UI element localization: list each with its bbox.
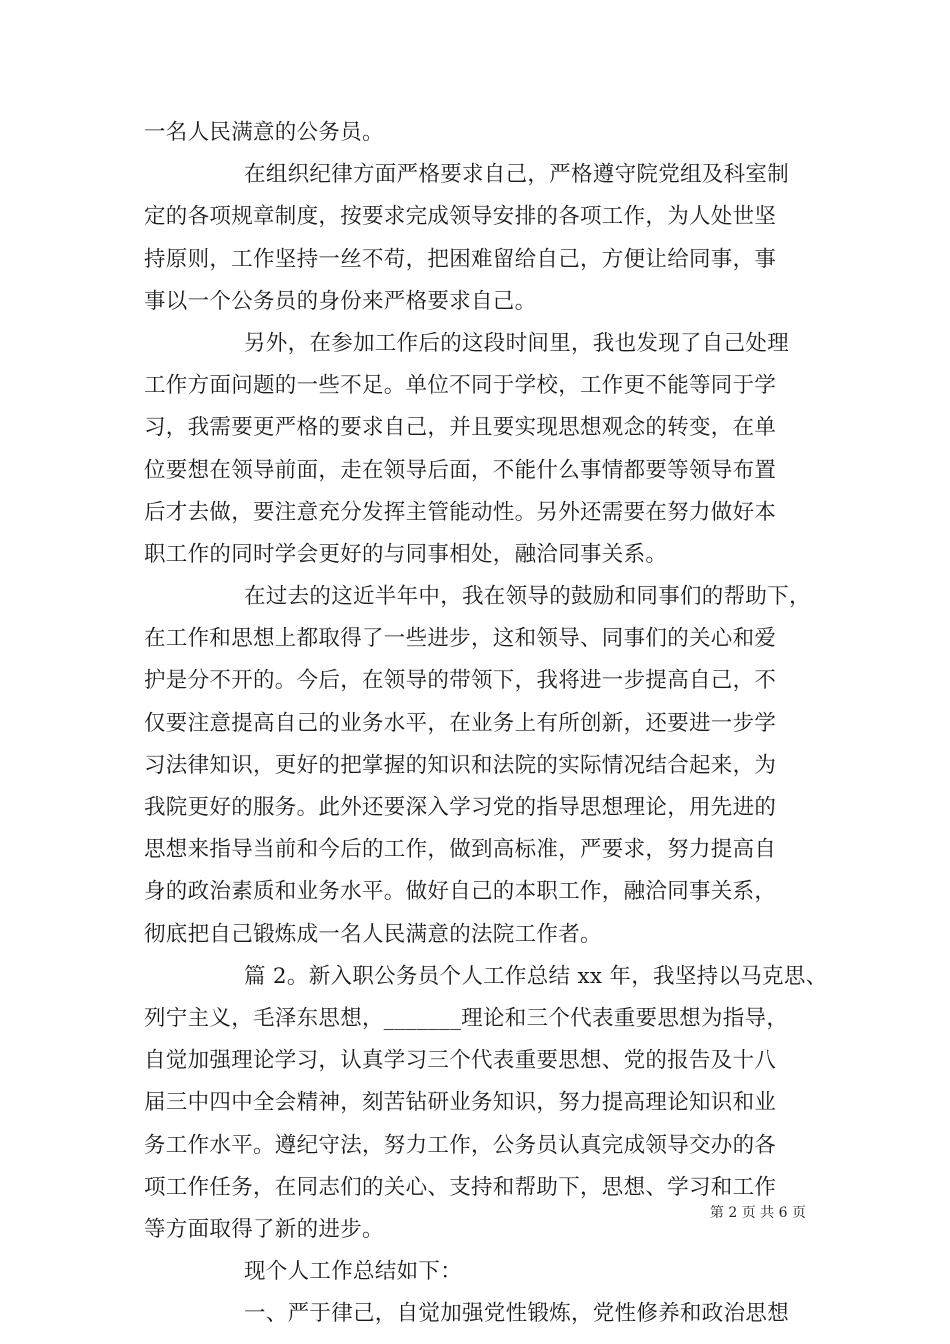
text-line: 列宁主义，毛泽东思想，_______理论和三个代表重要思想为指导， [144, 1005, 789, 1031]
text-line: 后才去做，要注意充分发挥主管能动性。另外还需要在努力做好本 [144, 499, 777, 525]
text-line: 位要想在领导前面，走在领导后面，不能什么事情都要等领导布置 [144, 457, 777, 483]
text-line: 习，我需要更严格的要求自己，并且要实现思想观念的转变，在单 [144, 415, 777, 441]
text-line: 在工作和思想上都取得了一些进步，这和领导、同事们的关心和爱 [144, 626, 777, 652]
text-line: 另外，在参加工作后的这段时间里，我也发现了自己处理 [244, 330, 790, 356]
text-line: 篇 2。新入职公务员个人工作总结 xx 年，我坚持以马克思、 [244, 963, 828, 989]
text-line: 等方面取得了新的进步。 [144, 1216, 384, 1242]
text-line: 工作方面问题的一些不足。单位不同于学校，工作更不能等同于学 [144, 373, 777, 399]
text-line: 务工作水平。遵纪守法，努力工作，公务员认真完成领导交办的各 [144, 1132, 777, 1158]
body-text [144, 112, 828, 1335]
text-line: 一名人民满意的公务员。 [144, 120, 384, 145]
text-line: 身的政治素质和业务水平。做好自己的本职工作，融洽同事关系， [144, 879, 777, 905]
text-line: 思想来指导当前和今后的工作，做到高标准，严要求，努力提高自 [144, 837, 777, 863]
text-line: 在过去的这近半年中，我在领导的鼓励和同事们的帮助下， [244, 584, 811, 610]
text-line: 持原则，工作坚持一丝不苟，把困难留给自己，方便让给同事，事 [144, 246, 777, 272]
text-line: 职工作的同时学会更好的与同事相处，融洽同事关系。 [144, 541, 668, 567]
text-line: 彻底把自己锻炼成一名人民满意的法院工作者。 [144, 921, 602, 947]
text-line: 定的各项规章制度，按要求完成领导安排的各项工作，为人处世坚 [144, 204, 777, 230]
text-line: 事以一个公务员的身份来严格要求自己。 [144, 288, 537, 314]
text-line: 项工作任务，在同志们的关心、支持和帮助下，思想、学习和工作 [144, 1174, 777, 1200]
page-number: 第 2 页 共 6 页 [709, 1205, 806, 1221]
text-line: 我院更好的服务。此外还要深入学习党的指导思想理论，用先进的 [144, 795, 777, 820]
text-line: 现个人工作总结如下： [244, 1259, 463, 1285]
text-line: 护是分不开的。今后，在领导的带领下，我将进一步提高自己，不 [144, 668, 777, 694]
text-line: 习法律知识，更好的把掌握的知识和法院的实际情况结合起来，为 [144, 752, 777, 778]
text-line: 自觉加强理论学习，认真学习三个代表重要思想、党的报告及十八 [144, 1048, 777, 1074]
text-line: 届三中四中全会精神，刻苦钻研业务知识，努力提高理论知识和业 [144, 1090, 777, 1116]
text-line: 在组织纪律方面严格要求自己，严格遵守院党组及科室制 [244, 162, 790, 188]
text-line: 仅要注意提高自己的业务水平，在业务上有所创新，还要进一步学 [144, 710, 777, 736]
text-line: 一、严于律己，自觉加强党性锻炼，党性修养和政治思想 [244, 1301, 790, 1327]
